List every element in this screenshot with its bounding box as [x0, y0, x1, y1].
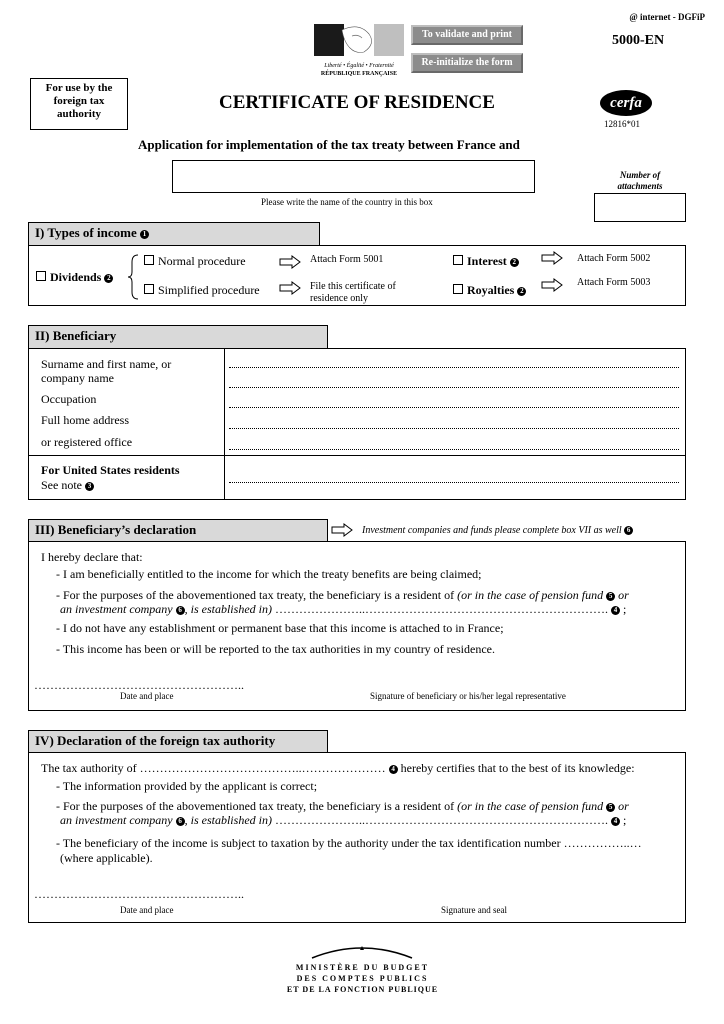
date-place-field[interactable]: ……………………………………………..	[34, 678, 244, 692]
note-marker: 1	[140, 230, 149, 239]
declare-line-2: - For the purposes of the abovementioned tax treaty, the beneficiary is a resident of (or in the case of pension fund 5 or an investment company 6 , is established in) …………………..……………………………………………………. 4 ;	[56, 588, 629, 616]
file-certificate-note: File this certificate of residence only	[310, 281, 396, 304]
attach-5002: Attach Form 5002	[577, 253, 651, 264]
authority-line-4b: (where applicable).	[60, 851, 153, 865]
cerfa-logo: cerfa	[600, 90, 652, 116]
normal-procedure-checkbox[interactable]	[144, 255, 154, 265]
occupation-field[interactable]	[229, 407, 679, 408]
interest-option[interactable]	[453, 254, 519, 269]
authority-line-3c: or	[618, 799, 629, 813]
simplified-procedure-label: Simplified procedure	[158, 283, 260, 297]
authority-line-3d: an investment company	[60, 813, 173, 827]
note-marker: 4	[389, 765, 398, 774]
note-marker: 5	[606, 803, 615, 812]
royalties-option[interactable]	[453, 283, 526, 298]
attach-5001: Attach Form 5001	[310, 254, 384, 265]
dividends-option[interactable]	[36, 270, 113, 285]
internet-tag: @ internet - DGFiP	[629, 12, 705, 22]
section-4-title: IV) Declaration of the foreign tax authority	[28, 730, 328, 753]
ministry-name	[280, 962, 445, 995]
note-marker: 4	[611, 606, 620, 615]
declare-line-2c: or	[618, 588, 629, 602]
note-marker: 3	[85, 482, 94, 491]
reinitialize-button[interactable]: Re-initialize the form	[411, 53, 523, 73]
ministry-line-3: ET DE LA FONCTION PUBLIQUE	[286, 985, 439, 994]
section-1-title-text: I) Types of income	[35, 225, 137, 240]
authority-line-2: - The information provided by the applicant is correct;	[56, 779, 318, 793]
interest-label: Interest	[467, 254, 507, 268]
office-field[interactable]	[229, 449, 679, 450]
label-us-residents: For United States residents	[41, 463, 180, 477]
dividends-checkbox[interactable]	[36, 271, 46, 281]
normal-procedure-label: Normal procedure	[158, 254, 246, 268]
authority-residence-field[interactable]: …………………..…………………………………………………….	[274, 813, 608, 827]
normal-procedure-option[interactable]	[144, 254, 246, 269]
declare-line-3: - I do not have any establishment or permanent base that this income is attached to in France;	[56, 621, 504, 635]
arrow-right-icon	[279, 255, 301, 269]
dividends-label: Dividends	[50, 270, 102, 284]
simplified-procedure-option[interactable]	[144, 283, 260, 298]
authority-line-4a: - The beneficiary of the income is subject to taxation by the authority under the tax identification number ……………..…	[56, 836, 642, 850]
declare-line-1: - I am beneficially entitled to the income for which the treaty benefits are being claimed;	[56, 567, 482, 581]
ministry-line-2: DES COMPTES PUBLICS	[296, 974, 429, 983]
see-note-text: See note	[41, 478, 82, 492]
declare-intro: I hereby declare that:	[41, 550, 143, 564]
ministry-line-1: MINISTÈRE DU BUDGET	[295, 963, 430, 972]
note-marker: 2	[104, 274, 113, 283]
note-marker: 5	[606, 592, 615, 601]
label-office: or registered office	[41, 435, 133, 449]
authority-date-place-label: Date and place	[120, 905, 174, 915]
authority-line-3e: , is established in)	[184, 813, 272, 827]
validate-print-button[interactable]: To validate and print	[411, 25, 523, 45]
authority-signature-label: Signature and seal	[441, 905, 507, 915]
arrow-right-icon	[331, 523, 353, 537]
authority-country-field[interactable]: …………………………………..…………………	[139, 761, 386, 775]
declare-line-2e: , is established in)	[184, 602, 272, 616]
subtitle: Application for implementation of the tax treaty between France and	[138, 137, 520, 152]
country-input[interactable]	[172, 160, 535, 193]
brace-icon	[127, 254, 139, 305]
note-marker: 6	[176, 817, 185, 826]
arrow-right-icon	[541, 251, 563, 265]
note-marker: 6	[624, 526, 633, 535]
residence-field[interactable]: …………………..…………………………………………………….	[274, 602, 608, 616]
attach-5003: Attach Form 5003	[577, 277, 651, 288]
form-number: 5000-EN	[612, 33, 665, 48]
arrow-right-icon	[279, 281, 301, 295]
name-field[interactable]	[229, 367, 679, 368]
country-hint: Please write the name of the country in this box	[261, 197, 433, 207]
declare-line-4: - This income has been or will be reported to the tax authorities in my country of residence.	[56, 642, 495, 656]
declare-line-2d: an investment company	[60, 602, 173, 616]
authority-line-4	[56, 836, 676, 866]
label-see-note	[41, 478, 94, 493]
declare-line-2a: - For the purposes of the abovementioned tax treaty, the beneficiary is a resident of	[56, 588, 455, 602]
name-field-2[interactable]	[229, 387, 679, 388]
authority-line-3: - For the purposes of the abovementioned tax treaty, the beneficiary is a resident of (or in the case of pension fund 5 or an investment company 6 , is established in) …………………..……………………………………………………. 4 ;	[56, 799, 629, 827]
note-marker: 6	[176, 606, 185, 615]
note-marker: 2	[517, 287, 526, 296]
republic-motto: Liberté • Égalité • Fraternité	[324, 63, 394, 69]
royalties-label: Royalties	[467, 283, 515, 297]
interest-checkbox[interactable]	[453, 255, 463, 265]
label-occupation: Occupation	[41, 392, 97, 406]
authority-line-1	[41, 761, 635, 776]
republic-name: RÉPUBLIQUE FRANÇAISE	[320, 71, 398, 77]
authority-line-1a: The tax authority of	[41, 761, 137, 775]
declare-line-2b: (or in the case of pension fund	[457, 588, 604, 602]
signature-label: Signature of beneficiary or his/her legal representative	[370, 691, 566, 701]
page-title: CERTIFICATE OF RESIDENCE	[219, 92, 495, 113]
investment-note-text: Investment companies and funds please complete box VII as well	[362, 525, 622, 536]
authority-line-1b: hereby certifies that to the best of its knowledge:	[400, 761, 635, 775]
marianne-logo	[314, 24, 404, 76]
column-divider	[224, 348, 225, 500]
attachments-input[interactable]	[594, 193, 686, 222]
date-place-label: Date and place	[120, 691, 174, 701]
cerfa-number: 12816*01	[604, 119, 640, 129]
arrow-right-icon	[541, 278, 563, 292]
note-marker: 2	[510, 258, 519, 267]
royalties-checkbox[interactable]	[453, 284, 463, 294]
section-1-title	[28, 222, 320, 246]
attachments-label: Number of attachments	[617, 170, 663, 191]
label-address: Full home address	[41, 413, 129, 427]
simplified-procedure-checkbox[interactable]	[144, 284, 154, 294]
authority-line-3b: (or in the case of pension fund	[457, 799, 604, 813]
investment-note	[362, 525, 633, 536]
label-name: Surname and first name, or company name	[41, 357, 172, 385]
section-3-title: III) Beneficiary’s declaration	[28, 519, 328, 542]
authority-line-3a: - For the purposes of the abovementioned tax treaty, the beneficiary is a resident of	[56, 799, 455, 813]
us-resident-field[interactable]	[229, 482, 679, 483]
section-2-title: II) Beneficiary	[28, 325, 328, 349]
row-divider	[28, 455, 686, 456]
address-field[interactable]	[229, 428, 679, 429]
note-marker: 4	[611, 817, 620, 826]
authority-date-place-field[interactable]: ……………………………………………..	[34, 887, 244, 901]
foreign-authority-box: For use by the foreign tax authority	[30, 78, 128, 130]
